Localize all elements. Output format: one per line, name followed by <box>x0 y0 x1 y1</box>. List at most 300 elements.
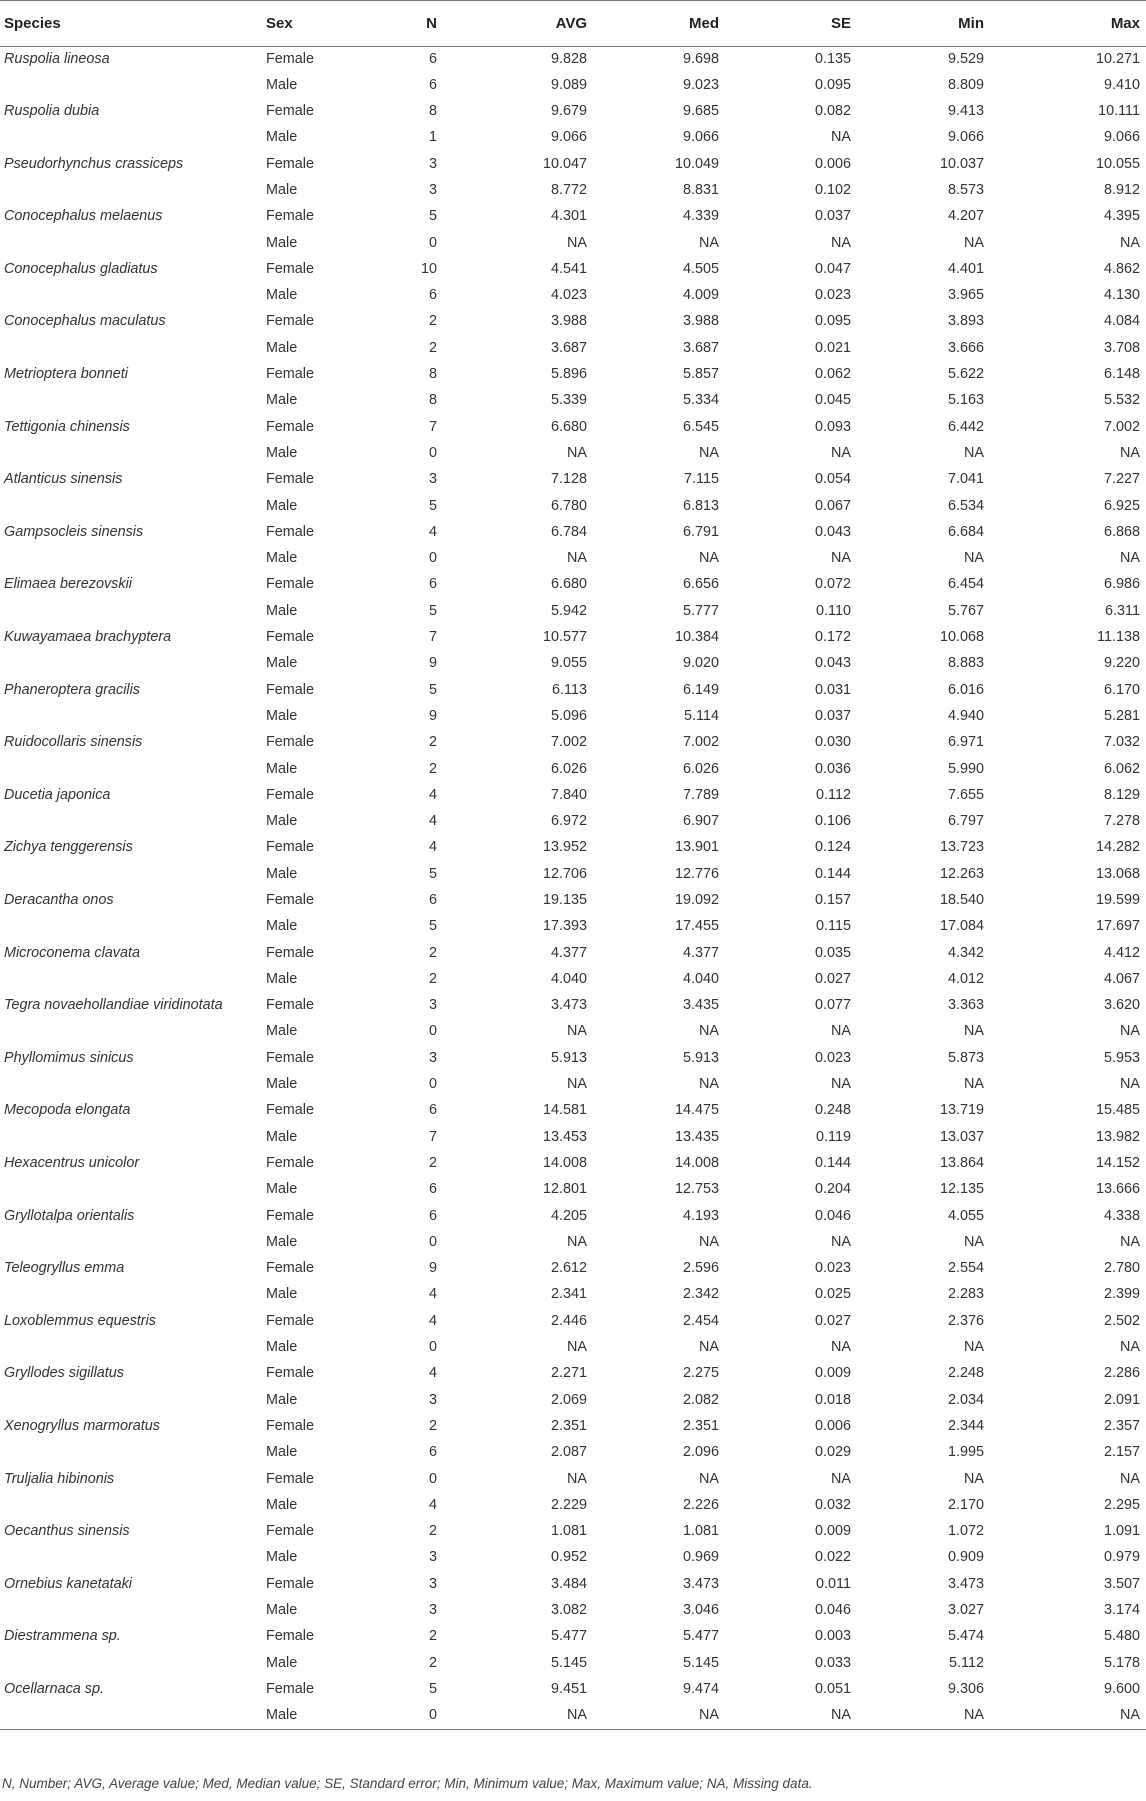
cell-n: 6 <box>428 1102 437 1119</box>
cell-min: 8.573 <box>947 181 984 198</box>
cell-max: 2.780 <box>1103 1260 1140 1277</box>
cell-max: 4.862 <box>1103 260 1140 277</box>
cell-avg: 9.679 <box>550 103 587 120</box>
cell-med: 6.813 <box>682 497 719 514</box>
cell-sex: Male <box>266 1023 298 1040</box>
table-row <box>0 336 1146 362</box>
cell-avg: 2.271 <box>550 1365 587 1382</box>
cell-max: 14.282 <box>1095 839 1140 856</box>
cell-sex: Male <box>266 865 298 882</box>
cell-n: 2 <box>428 1654 437 1671</box>
cell-med: 5.857 <box>682 366 719 383</box>
cell-med: 10.384 <box>674 629 719 646</box>
cell-avg: NA <box>567 1023 587 1040</box>
cell-max: 2.295 <box>1103 1496 1140 1513</box>
cell-sex: Female <box>266 629 314 646</box>
cell-se: 0.077 <box>814 997 851 1014</box>
cell-se: 0.043 <box>814 655 851 672</box>
cell-species <box>0 283 260 309</box>
cell-avg: 0.952 <box>550 1549 587 1566</box>
cell-med: 4.339 <box>682 208 719 225</box>
cell-avg: 6.780 <box>550 497 587 514</box>
cell-min: 3.473 <box>947 1575 984 1592</box>
cell-species: Zichya tenggerensis <box>4 839 133 856</box>
cell-n: 8 <box>428 392 437 409</box>
cell-min: 10.037 <box>939 155 984 172</box>
cell-avg: 4.301 <box>550 208 587 225</box>
cell-avg: 5.896 <box>550 366 587 383</box>
table-header <box>0 1 1146 47</box>
cell-sex: Male <box>266 392 298 409</box>
cell-n: 6 <box>428 1207 437 1224</box>
cell-min: 4.342 <box>947 944 984 961</box>
cell-max: 6.986 <box>1103 576 1140 593</box>
table-row <box>0 309 1146 335</box>
cell-n: 4 <box>428 813 437 830</box>
cell-n: 1 <box>428 129 437 146</box>
cell-avg: 6.784 <box>550 523 587 540</box>
header-row <box>0 1 1146 47</box>
cell-avg: 7.002 <box>550 734 587 751</box>
cell-n: 0 <box>428 444 437 461</box>
cell-se: 0.082 <box>814 103 851 120</box>
table-row <box>0 1256 1146 1282</box>
cell-se: NA <box>831 444 851 461</box>
cell-sex: Male <box>266 813 298 830</box>
cell-n: 6 <box>428 892 437 908</box>
cell-avg: 1.081 <box>550 1523 587 1540</box>
cell-sex: Female <box>266 1154 314 1171</box>
header-med: Med <box>609 1 741 47</box>
cell-min: 9.413 <box>947 103 984 120</box>
cell-n: 5 <box>428 208 437 225</box>
cell-species: Ornebius kanetataki <box>4 1575 132 1592</box>
cell-n: 0 <box>428 1233 437 1250</box>
cell-max: 6.868 <box>1103 523 1140 540</box>
cell-med: 2.226 <box>682 1496 719 1513</box>
cell-avg: 2.351 <box>550 1417 587 1434</box>
cell-sex: Female <box>266 471 314 488</box>
cell-max: 8.912 <box>1103 181 1140 198</box>
cell-sex: Male <box>260 1703 380 1729</box>
cell-med: 2.342 <box>682 1286 719 1303</box>
cell-min: 2.344 <box>947 1417 984 1434</box>
cell-avg: 2.229 <box>550 1496 587 1513</box>
cell-se: 0.062 <box>814 366 851 383</box>
cell-sex: Female <box>266 1417 314 1434</box>
cell-max: 3.620 <box>1103 997 1140 1014</box>
table-row <box>0 1467 1146 1493</box>
header-species: Species <box>0 1 260 47</box>
cell-min: NA <box>964 1233 984 1250</box>
cell-med: 5.334 <box>682 392 719 409</box>
cell-avg: 14.008 <box>542 1154 587 1171</box>
cell-species: Deracantha onos <box>4 892 114 908</box>
cell-avg: 4.023 <box>550 287 587 304</box>
cell-min: 6.454 <box>947 576 984 593</box>
cell-species <box>0 388 260 414</box>
cell-med: NA <box>699 1339 719 1356</box>
cell-min: 3.363 <box>947 997 984 1014</box>
cell-sex: Male <box>266 1444 298 1461</box>
table-row <box>0 1177 1146 1203</box>
cell-med: 9.020 <box>682 655 719 672</box>
cell-sex: Male <box>266 1076 298 1093</box>
cell-avg: 2.446 <box>550 1312 587 1329</box>
cell-min: 5.767 <box>947 602 984 619</box>
cell-min: 4.012 <box>947 970 984 987</box>
cell-med: 6.656 <box>682 576 719 593</box>
cell-n: 6 <box>428 287 437 304</box>
table-row <box>0 388 1146 414</box>
cell-sex: Male <box>266 707 298 724</box>
cell-sex: Female <box>266 1628 314 1645</box>
cell-avg: 19.135 <box>542 892 587 908</box>
cell-avg: NA <box>567 1470 587 1487</box>
cell-n: 2 <box>428 1628 437 1645</box>
cell-med: 2.096 <box>682 1444 719 1461</box>
cell-se: NA <box>741 1703 873 1729</box>
cell-species <box>0 1072 260 1098</box>
cell-sex: Male <box>266 1654 298 1671</box>
cell-sex: Female <box>266 1470 314 1487</box>
cell-max: 7.032 <box>1103 734 1140 751</box>
cell-min: 13.037 <box>939 1128 984 1145</box>
cell-sex: Male <box>266 1128 298 1145</box>
cell-n: 4 <box>428 1312 437 1329</box>
cell-sex: Male <box>266 602 298 619</box>
cell-min: 6.684 <box>947 523 984 540</box>
cell-avg: 8.772 <box>550 181 587 198</box>
cell-med: 9.698 <box>682 51 719 67</box>
cell-n: 2 <box>428 760 437 777</box>
cell-avg: 5.913 <box>550 1049 587 1066</box>
cell-min: NA <box>964 444 984 461</box>
cell-sex: Female <box>266 313 314 330</box>
cell-sex: Female <box>266 1207 314 1224</box>
cell-avg: 6.113 <box>552 681 587 698</box>
cell-max: 5.480 <box>1103 1628 1140 1645</box>
cell-min: 3.027 <box>947 1602 984 1619</box>
cell-max: 10.271 <box>1095 51 1140 67</box>
cell-med: NA <box>699 1023 719 1040</box>
cell-min: 4.940 <box>947 707 984 724</box>
cell-sex: Female <box>266 1049 314 1066</box>
cell-se: 0.115 <box>816 918 851 935</box>
cell-avg: NA <box>475 1703 609 1729</box>
table-row <box>0 783 1146 809</box>
cell-species: Atlanticus sinensis <box>4 471 123 488</box>
cell-med: NA <box>699 1076 719 1093</box>
table-row <box>0 1072 1146 1098</box>
cell-sex: Male <box>266 234 298 251</box>
cell-min: 13.864 <box>939 1154 984 1171</box>
cell-med: 1.081 <box>682 1523 719 1540</box>
cell-max: 5.281 <box>1103 707 1140 724</box>
cell-med: 3.988 <box>682 313 719 330</box>
cell-n: 5 <box>428 865 437 882</box>
cell-med: 4.377 <box>682 944 719 961</box>
cell-med: 4.009 <box>682 287 719 304</box>
table-row <box>0 362 1146 388</box>
cell-species <box>0 1125 260 1151</box>
cell-se: 0.009 <box>814 1365 851 1382</box>
cell-sex: Male <box>266 1181 298 1198</box>
cell-se: NA <box>831 1076 851 1093</box>
cell-min: 5.622 <box>947 366 984 383</box>
cell-se: NA <box>831 1339 851 1356</box>
cell-se: 0.157 <box>814 892 851 908</box>
cell-n: 2 <box>428 944 437 961</box>
table-row <box>0 178 1146 204</box>
cell-med: NA <box>699 1233 719 1250</box>
cell-n: 2 <box>428 313 437 330</box>
cell-avg: 3.484 <box>550 1575 587 1592</box>
cell-max: 3.174 <box>1103 1602 1140 1619</box>
cell-avg: 9.055 <box>550 655 587 672</box>
cell-min: 3.893 <box>947 313 984 330</box>
cell-min: 12.263 <box>939 865 984 882</box>
cell-n: 0 <box>428 1076 437 1093</box>
cell-med: 2.082 <box>682 1391 719 1408</box>
cell-n: 9 <box>428 707 437 724</box>
cell-se: 0.029 <box>814 1444 851 1461</box>
cell-max: NA <box>1120 1339 1140 1356</box>
cell-n: 2 <box>428 970 437 987</box>
cell-med: 17.455 <box>674 918 719 935</box>
cell-med: NA <box>699 234 719 251</box>
cell-sex: Male <box>266 1391 298 1408</box>
cell-max: 3.507 <box>1103 1575 1140 1592</box>
cell-n: 6 <box>428 576 437 593</box>
cell-med: 6.791 <box>682 523 719 540</box>
table-row <box>0 1046 1146 1072</box>
table-row <box>0 231 1146 257</box>
cell-avg: 3.082 <box>550 1602 587 1619</box>
cell-avg: NA <box>567 1339 587 1356</box>
cell-species: Oecanthus sinensis <box>4 1523 130 1540</box>
cell-se: NA <box>831 129 851 146</box>
cell-min: 4.401 <box>947 260 984 277</box>
table-row <box>0 1545 1146 1571</box>
cell-species: Metrioptera bonneti <box>4 366 128 383</box>
table-row <box>0 1493 1146 1519</box>
cell-avg: 2.087 <box>550 1444 587 1461</box>
cell-avg: 4.377 <box>550 944 587 961</box>
table-row <box>0 1598 1146 1624</box>
cell-max: 2.286 <box>1103 1365 1140 1382</box>
cell-species: Gryllodes sigillatus <box>4 1365 124 1382</box>
cell-med: 5.477 <box>682 1628 719 1645</box>
table-row <box>0 546 1146 572</box>
cell-se: 0.027 <box>814 1312 851 1329</box>
cell-avg: 9.089 <box>550 76 587 93</box>
cell-n: 6 <box>428 1181 437 1198</box>
cell-avg: 10.047 <box>542 155 587 172</box>
cell-se: 0.072 <box>814 576 851 593</box>
cell-med: 2.454 <box>682 1312 719 1329</box>
cell-sex: Female <box>266 734 314 751</box>
cell-avg: 9.451 <box>550 1680 587 1697</box>
cell-n: 3 <box>428 1049 437 1066</box>
cell-avg: 3.473 <box>550 997 587 1014</box>
cell-avg: 12.801 <box>542 1181 587 1198</box>
cell-se: NA <box>831 550 851 567</box>
cell-avg: 10.577 <box>542 629 587 646</box>
cell-sex: Female <box>266 839 314 856</box>
cell-species <box>0 809 260 835</box>
cell-se: 0.248 <box>814 1102 851 1119</box>
cell-min: NA <box>964 550 984 567</box>
cell-sex: Female <box>266 1312 314 1329</box>
table-row <box>0 47 1146 73</box>
cell-se: 0.003 <box>814 1628 851 1645</box>
cell-species: Elimaea berezovskii <box>4 576 132 593</box>
cell-se: 0.106 <box>814 813 851 830</box>
cell-sex: Male <box>266 918 298 935</box>
header-se: SE <box>741 1 873 47</box>
cell-n: 2 <box>428 339 437 356</box>
cell-n: 4 <box>428 786 437 803</box>
cell-max: 6.311 <box>1105 602 1140 619</box>
table-row <box>0 152 1146 178</box>
cell-species <box>0 704 260 730</box>
cell-n: 7 <box>428 1128 437 1145</box>
table-row <box>0 862 1146 888</box>
cell-avg: 7.128 <box>550 471 587 488</box>
cell-n: 9 <box>428 655 437 672</box>
cell-max: 4.412 <box>1103 944 1140 961</box>
cell-species <box>0 599 260 625</box>
cell-max: 2.157 <box>1103 1444 1140 1461</box>
cell-min: 12.135 <box>939 1181 984 1198</box>
cell-max: 6.170 <box>1103 681 1140 698</box>
cell-species <box>0 1230 260 1256</box>
cell-max: 4.130 <box>1103 287 1140 304</box>
table-row <box>0 1151 1146 1177</box>
cell-med: 7.115 <box>684 471 719 488</box>
table-row <box>0 1335 1146 1361</box>
table-row <box>0 572 1146 598</box>
cell-n: 0 <box>428 1339 437 1356</box>
cell-max: 14.152 <box>1095 1154 1140 1171</box>
cell-med: 3.046 <box>682 1602 719 1619</box>
cell-species <box>0 1598 260 1624</box>
table-row <box>0 520 1146 546</box>
cell-n: 0 <box>428 1023 437 1040</box>
cell-species <box>0 651 260 677</box>
cell-avg: 13.952 <box>542 839 587 856</box>
cell-species: Loxoblemmus equestris <box>4 1312 156 1329</box>
cell-n: 3 <box>428 1575 437 1592</box>
cell-species: Pseudorhynchus crassiceps <box>4 155 184 172</box>
cell-n: 4 <box>428 1365 437 1382</box>
table-body <box>0 47 1146 1730</box>
cell-se: 0.046 <box>814 1602 851 1619</box>
table-row <box>0 835 1146 861</box>
cell-n: 4 <box>428 1496 437 1513</box>
table-row <box>0 73 1146 99</box>
table-row <box>0 1230 1146 1256</box>
cell-species: Ruspolia dubia <box>4 103 100 120</box>
cell-avg: 9.066 <box>550 129 587 146</box>
cell-avg: NA <box>567 444 587 461</box>
cell-max: 2.357 <box>1103 1417 1140 1434</box>
cell-species: Kuwayamaea brachyptera <box>4 629 172 646</box>
cell-sex: Female <box>266 523 314 540</box>
cell-avg: 17.393 <box>542 918 587 935</box>
cell-sex: Male <box>266 497 298 514</box>
cell-min: 2.283 <box>947 1286 984 1303</box>
cell-sex: Male <box>266 1496 298 1513</box>
cell-max: NA <box>1120 444 1140 461</box>
cell-max: 13.982 <box>1095 1128 1140 1145</box>
table-row <box>0 441 1146 467</box>
table-row <box>0 809 1146 835</box>
cell-max: NA <box>1006 1703 1146 1729</box>
cell-se: 0.035 <box>814 944 851 961</box>
cell-avg: NA <box>567 1076 587 1093</box>
cell-max: 6.062 <box>1103 760 1140 777</box>
cell-species: Diestrammena sp. <box>4 1628 121 1645</box>
cell-avg: 5.339 <box>550 392 587 409</box>
cell-min: 6.534 <box>947 497 984 514</box>
cell-sex: Male <box>266 655 298 672</box>
table-row <box>0 415 1146 441</box>
cell-min: NA <box>964 234 984 251</box>
cell-min: NA <box>964 1023 984 1040</box>
cell-max: 10.111 <box>1098 103 1140 120</box>
cell-max: NA <box>1120 550 1140 567</box>
cell-sex: Female <box>266 366 314 383</box>
cell-min: 5.873 <box>947 1049 984 1066</box>
table-row <box>0 204 1146 230</box>
cell-max: 2.502 <box>1103 1312 1140 1329</box>
cell-species <box>0 494 260 520</box>
cell-med: 9.685 <box>682 103 719 120</box>
cell-med: 5.913 <box>682 1049 719 1066</box>
cell-species <box>0 1703 260 1729</box>
cell-se: 0.031 <box>814 681 851 698</box>
cell-n: 3 <box>428 1391 437 1408</box>
cell-species <box>0 1388 260 1414</box>
cell-species: Conocephalus melaenus <box>4 208 163 225</box>
cell-avg: 6.026 <box>550 760 587 777</box>
cell-se: NA <box>831 234 851 251</box>
cell-se: 0.021 <box>814 339 851 356</box>
cell-max: 6.925 <box>1103 497 1140 514</box>
cell-sex: Female <box>266 260 314 277</box>
cell-species <box>0 1440 260 1466</box>
cell-species: Ocellarnaca sp. <box>4 1680 104 1697</box>
cell-max: 10.055 <box>1095 155 1140 172</box>
table-row <box>0 1361 1146 1387</box>
cell-species <box>0 231 260 257</box>
table-row <box>0 1388 1146 1414</box>
cell-min: 8.809 <box>947 76 984 93</box>
cell-n: 4 <box>428 523 437 540</box>
table-row <box>0 704 1146 730</box>
cell-se: 0.036 <box>814 760 851 777</box>
cell-sex: Male <box>266 181 298 198</box>
cell-min: 9.066 <box>947 129 984 146</box>
cell-med: 5.114 <box>684 707 719 724</box>
cell-max: 7.278 <box>1103 813 1140 830</box>
cell-species: Ruspolia lineosa <box>4 51 110 67</box>
cell-species <box>0 546 260 572</box>
cell-min: NA <box>873 1703 1006 1729</box>
cell-med: 19.092 <box>674 892 719 908</box>
